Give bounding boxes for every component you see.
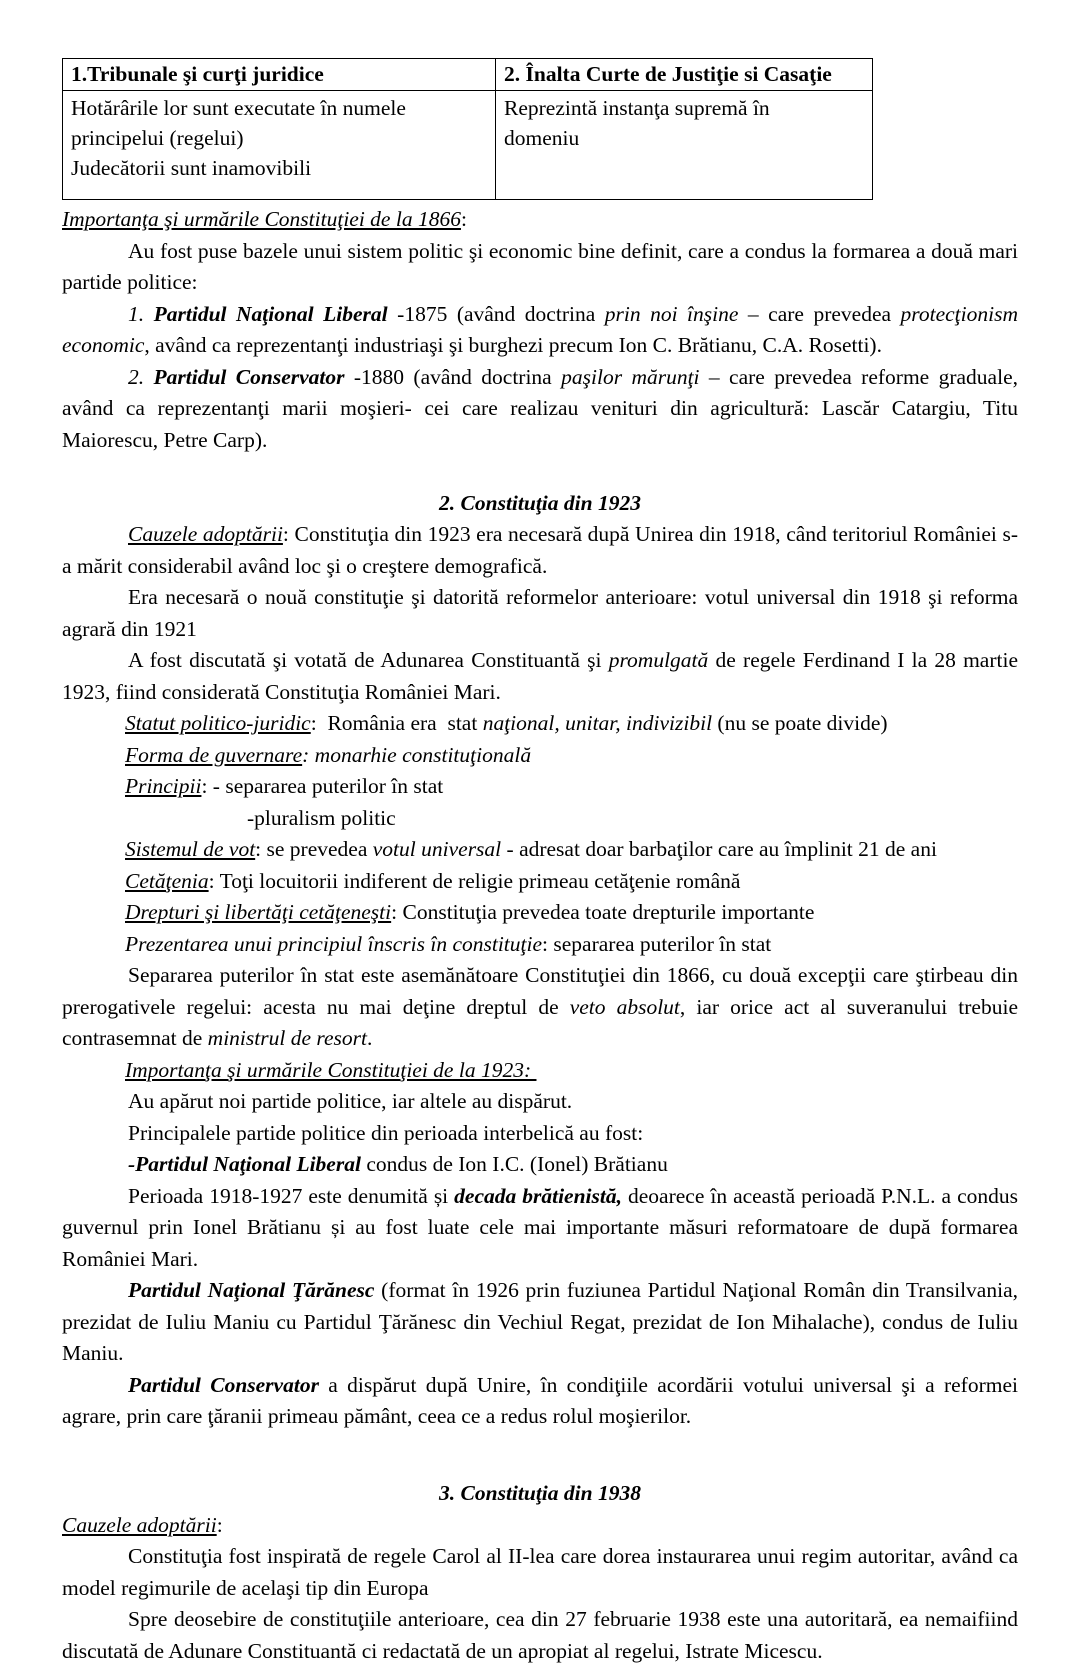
vot-text-a: : se prevedea [255,837,373,861]
causes-1923-text: : Constituţia din 1923 era necesară după Unirea din 1918, când teritoriul României s-a mărit considerabil având loc şi o creştere demografică. [62,522,1018,578]
line-statut-politico-juridic [62,708,1018,740]
line-forma-de-guvernare [62,740,1018,772]
vot-text-b: - adresat doar barbaţilor care au împlinit 21 de ani [501,837,937,861]
causes-1938-heading [62,1510,1018,1542]
principii-text: : - separarea puterilor în stat [201,774,444,798]
table-cell-high-court-body [496,91,873,200]
importance-1866-heading-label: Importanţa şi urmările Constituţiei de la 1866 [62,207,461,231]
separation-minister-emphasis: ministrul de resort [207,1026,367,1050]
paragraph-1938-inspiration: Constituţia fost inspirată de regele Carol al II-lea care dorea instaurarea unui regim autoritar, având ca model regimurile de acelaşi tip din Europa [62,1544,1018,1600]
section-spacer [62,1433,1018,1465]
paragraph-1923-promulgation [62,645,1018,708]
line-drepturi-libertati [62,897,1018,929]
party-pnl-text-a: -1875 (având doctrina [387,301,605,326]
paragraph-party-conservative-1880 [62,362,1018,457]
party-pnl-economics: protecţionism economic [62,301,1018,357]
promulgation-emphasis: promulgată [608,648,709,672]
importance-1866-heading [62,204,1018,236]
party-number: 2. [128,364,145,389]
separation-text-b: , iar orice act al suveranului trebuie contrasemnat de [62,994,1018,1050]
importance-1923-heading-label: Importanţa şi urmările Constituţiei de la 1923: [125,1057,537,1082]
party-pnl-doctrine: prin noi înşine [604,301,739,326]
decada-bratienista-emphasis: decada brătienistă, [454,1183,622,1208]
paragraph-new-parties: Au apărut noi partide politice, iar altele au dispărut. [128,1089,573,1113]
importance-1866-heading-colon: : [460,207,467,231]
causes-1923-label: Cauzele adoptării [128,522,283,546]
table-header-row [63,59,873,91]
vot-label: Sistemul de vot [125,837,256,861]
vot-emphasis: votul universal [372,837,502,861]
table-row [63,91,873,200]
causes-1938-label: Cauzele adoptării [62,1512,217,1537]
table-cell-line: Hotărârile lor sunt executate în numele [71,96,406,120]
table-cell-line: Reprezintă instanţa supremă în [504,96,770,120]
prezentarea-text: : separarea puterilor în stat [542,931,772,956]
party-conservative-doctrine: paşilor mărunţi [561,364,700,389]
paragraph-main-parties: Principalele partide politice din perioada interbelică au fost: [128,1120,644,1145]
drepturi-text: : Constituţia prevedea toate drepturile importante [391,900,815,924]
paragraph-conservative-disappearance [62,1370,1018,1433]
line-cetatenia [62,866,1018,898]
paragraph-pnt [62,1275,1018,1370]
party-number: 1. [128,301,145,326]
decada-text-a: Perioada 1918-1927 este denumită și [128,1183,455,1208]
importance-1923-heading [62,1055,1018,1087]
table-cell-line: domeniu [504,126,580,150]
decada-text-b: deoarece în această perioadă P.N.L. a condus guvernul prin Ionel Brătianu și au fost luate cele mai importante măsuri reformatoare de după formarea României Mari. [62,1183,1018,1271]
statut-emphasis: naţional, unitar, indivizibil [482,711,713,735]
table-cell-tribunals-body [63,91,496,200]
forma-text: : monarhie constituţională [302,742,532,767]
line-sistemul-de-vot [62,834,1018,866]
causes-1938-colon: : [216,1512,223,1537]
party-name-conservative-interwar: Partidul Conservator [128,1372,319,1397]
statut-text-b: (nu se poate divide) [712,711,888,735]
table-header-cell-high-court: 2. Înalta Curte de Justiţie si Casaţie [496,59,873,91]
party-conservative-text-b: – care prevedea reforme graduale, având ca reprezentanţi marii moşieri- cei care realizau venituri din agricultură: Lascăr Catargiu, Titu Maiorescu, Petre Carp). [62,364,1018,452]
section-heading-1938: 3. Constituţia din 1938 [439,1481,641,1505]
separation-veto-emphasis: veto absolut [569,994,680,1019]
party-name-conservative: Partidul Conservator [153,364,345,389]
line-prezentarea-principiu [62,929,1018,961]
party-pnl-interwar-text: condus de Ion I.C. (Ionel) Brătianu [360,1152,668,1176]
paragraph-pnl-interwar [62,1149,1018,1181]
section-heading-1923: 2. Constituţia din 1923 [439,490,641,515]
promulgation-text-b: de regele Ferdinand I la 28 martie 1923, fiind considerată Constituţia României Mari. [62,648,1018,704]
party-pnt-text: (format în 1926 prin fuziunea Partidul Naţional Român din Transilvania, prezidat de Iuliu Maniu cu Partidul Ţărănesc din Vechiul Regat, prezidat de Ion Mihalache), condus de Iuliu Maniu. [62,1278,1018,1365]
prezentarea-label: Prezentarea unui principiul înscris în constituţie [125,931,543,956]
line-principii-sub-pluralism: -pluralism politic [247,805,396,830]
table-header-cell-tribunals: 1.Tribunale şi curţi juridice [63,59,496,91]
party-conservative-interwar-text: a dispărut după Unire, în condiţiile acordării votului universal şi a reformei agrare, prin care ţăranii primeau pământ, ceea ce a redus rolul moşierilor. [62,1372,1018,1428]
principii-label: Principii [125,774,202,798]
section-spacer [62,1464,1018,1478]
table-cell-line: principelui (regelui) [71,126,244,150]
separation-text-c: . [366,1026,373,1050]
paragraph-separation-of-powers [62,960,1018,1055]
promulgation-text-a: A fost discutată şi votată de Adunarea Constituantă şi [128,648,609,672]
paragraph-1866-basis: Au fost puse bazele unui sistem politic şi economic bine definit, care a condus la formarea a două mari partide politice: [62,238,1018,294]
courts-table [62,58,873,200]
party-name-pnl-interwar: -Partidul Naţional Liberal [128,1152,361,1176]
paragraph-1938-authoritarian: Spre deosebire de constituţiile anterioare, cea din 27 februarie 1938 este una autoritară, ea nemaifiind discutată de Adunare Constituantă ci redactată de un apropiat al regelui, Istrate Micescu. [62,1607,1018,1663]
paragraph-1923-reforms: Era necesară o nouă constituţie şi datorită reformelor anterioare: votul universal din 1918 şi reforma agrară din 1921 [62,585,1018,641]
paragraph-party-pnl-1875 [62,299,1018,362]
statut-label: Statut politico-juridic [125,711,311,735]
table-cell-line: Judecătorii sunt inamovibili [71,156,312,180]
cetatenia-text: : Toţi locuitorii indiferent de religie primeau cetăţenie română [208,868,741,893]
party-pnl-text-b: – care prevedea [738,301,901,326]
party-name-pnt: Partidul Naţional Ţărănesc [128,1278,375,1302]
party-pnl-text-c: , având ca reprezentanţi industriaşi şi burghezi precum Ion C. Brătianu, C.A. Rosetti). [144,333,882,357]
cetatenia-label: Cetăţenia [125,868,209,893]
separation-text-a: Separarea puterilor în stat este asemănătoare Constituţiei din 1866, cu două excepţii care ştirbeau din prerogativele regelui: acesta nu mai deţine dreptul de [62,963,1018,1019]
forma-label: Forma de guvernare [125,742,303,767]
party-name-pnl: Partidul Naţional Liberal [153,301,388,326]
party-conservative-text-a: -1880 (având doctrina [344,364,562,389]
line-principii [62,771,1018,803]
drepturi-label: Drepturi şi libertăţi cetăţeneşti [125,900,392,924]
paragraph-1923-causes [62,519,1018,582]
statut-text-a: : România era stat [310,711,483,735]
paragraph-decada-bratienista [62,1181,1018,1276]
section-spacer [62,456,1018,488]
